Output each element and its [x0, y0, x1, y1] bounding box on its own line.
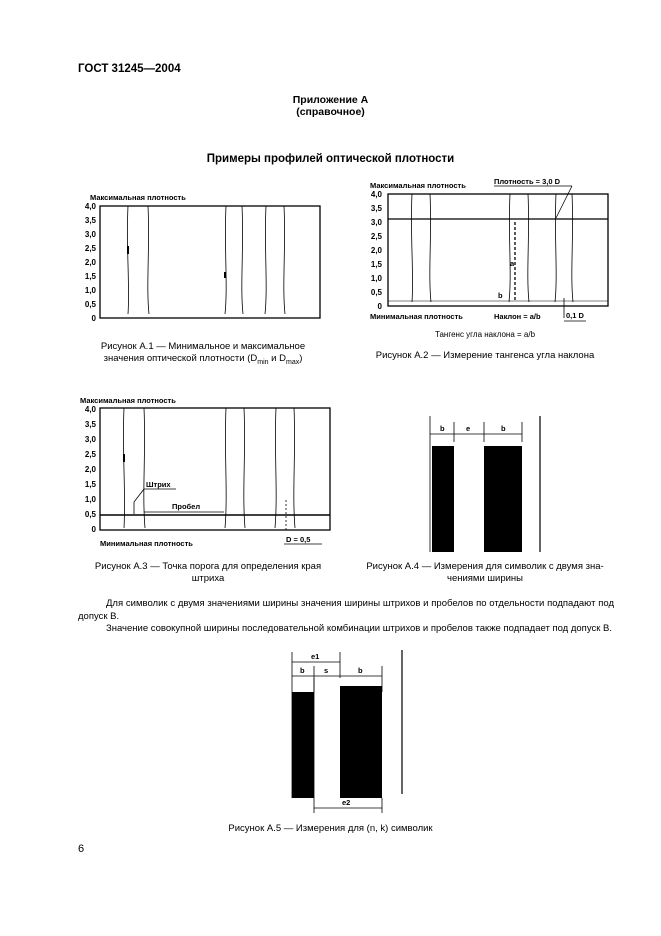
fig3-min-label: Минимальная плотность — [100, 539, 193, 548]
fig2-ylabel: Максимальная плотность — [370, 181, 466, 190]
fig2-min-label: Минимальная плотность — [370, 312, 463, 321]
svg-text:2,5: 2,5 — [370, 232, 382, 241]
figure-a3 — [78, 392, 338, 552]
fig2-a-label: a — [510, 259, 515, 268]
fig1-ylabel: Максимальная плотность — [90, 193, 186, 202]
page-number: 6 — [78, 843, 85, 855]
fig4-caption: Рисунок А.4 — Измерения для символик с двумя зна- чениями ширины — [366, 561, 604, 584]
fig5-e1-label: e1 — [311, 652, 320, 661]
fig5-caption: Рисунок А.5 — Измерения для (n, k) символик — [228, 823, 433, 834]
fig3-ylabel: Максимальная плотность — [80, 396, 176, 405]
standard-header: ГОСТ 31245—2004 — [78, 63, 181, 75]
fig3-caption: Рисунок А.3 — Точка порога для определения края штриха — [94, 561, 322, 584]
svg-text:2,0: 2,0 — [84, 258, 96, 267]
fig5-bar1 — [292, 692, 314, 798]
fig3-profile — [123, 408, 295, 528]
fig3-space-label: Пробел — [172, 502, 201, 511]
svg-text:2,5: 2,5 — [84, 450, 96, 459]
svg-text:3,0: 3,0 — [84, 230, 96, 239]
fig5-s-label: s — [324, 666, 329, 675]
svg-text:0: 0 — [377, 302, 382, 311]
svg-text:0,5: 0,5 — [84, 300, 96, 309]
fig5-b2-label: b — [358, 666, 363, 675]
svg-text:3,5: 3,5 — [370, 204, 382, 213]
fig2-profile — [411, 194, 573, 302]
svg-text:3,5: 3,5 — [84, 420, 96, 429]
svg-text:2,5: 2,5 — [84, 244, 96, 253]
svg-text:0: 0 — [91, 314, 96, 323]
fig4-bar2 — [484, 446, 522, 552]
fig4-b1-label: b — [440, 424, 445, 433]
fig1-frame — [100, 206, 320, 318]
fig2-density-label: Плотность = 3,0 D — [494, 177, 561, 186]
figure-a2 — [360, 174, 610, 334]
fig2-caption: Рисунок А.2 — Измерение тангенса угла наклона — [375, 350, 595, 361]
fig3-ticks — [85, 405, 97, 534]
fig5-bar2 — [340, 686, 382, 798]
svg-text:4,0: 4,0 — [84, 202, 96, 211]
fig4-bar1 — [432, 446, 454, 552]
appendix-title: Приложение А — [292, 94, 369, 106]
figure-a1 — [78, 186, 328, 336]
fig3-bar-label: Штрих — [146, 480, 171, 489]
figure-a5 — [284, 648, 414, 818]
svg-text:4,0: 4,0 — [84, 405, 96, 414]
fig5-b1-label: b — [300, 666, 305, 675]
fig4-b2-label: b — [501, 424, 506, 433]
svg-text:4,0: 4,0 — [370, 190, 382, 199]
svg-text:0: 0 — [91, 525, 96, 534]
section-title: Примеры профилей оптической плотности — [206, 153, 455, 165]
fig2-tangent-note: Тангенс угла наклона = a/b — [434, 330, 536, 339]
figure-a4 — [420, 412, 550, 562]
svg-text:3,0: 3,0 — [370, 218, 382, 227]
fig5-e2-label: e2 — [342, 798, 351, 807]
svg-text:0,5: 0,5 — [370, 288, 382, 297]
fig4-e-label: e — [466, 424, 471, 433]
fig3-d-label: D = 0,5 — [286, 535, 311, 544]
svg-text:1,5: 1,5 — [84, 480, 96, 489]
fig2-density-leader — [556, 186, 572, 218]
fig2-d-label: 0,1 D — [566, 311, 584, 320]
svg-text:1,0: 1,0 — [370, 274, 382, 283]
svg-text:0,5: 0,5 — [84, 510, 96, 519]
fig2-frame — [388, 194, 608, 306]
svg-text:1,0: 1,0 — [84, 286, 96, 295]
svg-text:2,0: 2,0 — [84, 465, 96, 474]
fig1-caption: Рисунок А.1 — Минимальное и максимальное значения оптической плотности ($D_{min}$ и $D_{max}$) — [100, 341, 306, 366]
fig1-profile — [127, 206, 285, 314]
appendix-subtitle: (справочное) — [296, 106, 365, 118]
svg-text:1,5: 1,5 — [370, 260, 382, 269]
fig2-b-label: b — [498, 291, 503, 300]
svg-text:1,0: 1,0 — [84, 495, 96, 504]
svg-text:1,5: 1,5 — [84, 272, 96, 281]
fig2-ticks — [371, 190, 383, 311]
svg-text:3,0: 3,0 — [84, 435, 96, 444]
fig2-slope-label: Наклон = a/b — [494, 312, 541, 321]
paragraph-1: Для символик с двумя значениями ширины значения ширины штрихов и пробелов по отдельности подпадают под допуск В. — [78, 598, 614, 622]
fig1-ticks — [85, 202, 97, 323]
paragraph-2: Значение совокупной ширины последовательной комбинации штрихов и пробелов также подпадает под допуск В. — [106, 623, 612, 634]
svg-text:2,0: 2,0 — [370, 246, 382, 255]
svg-text:3,5: 3,5 — [84, 216, 96, 225]
